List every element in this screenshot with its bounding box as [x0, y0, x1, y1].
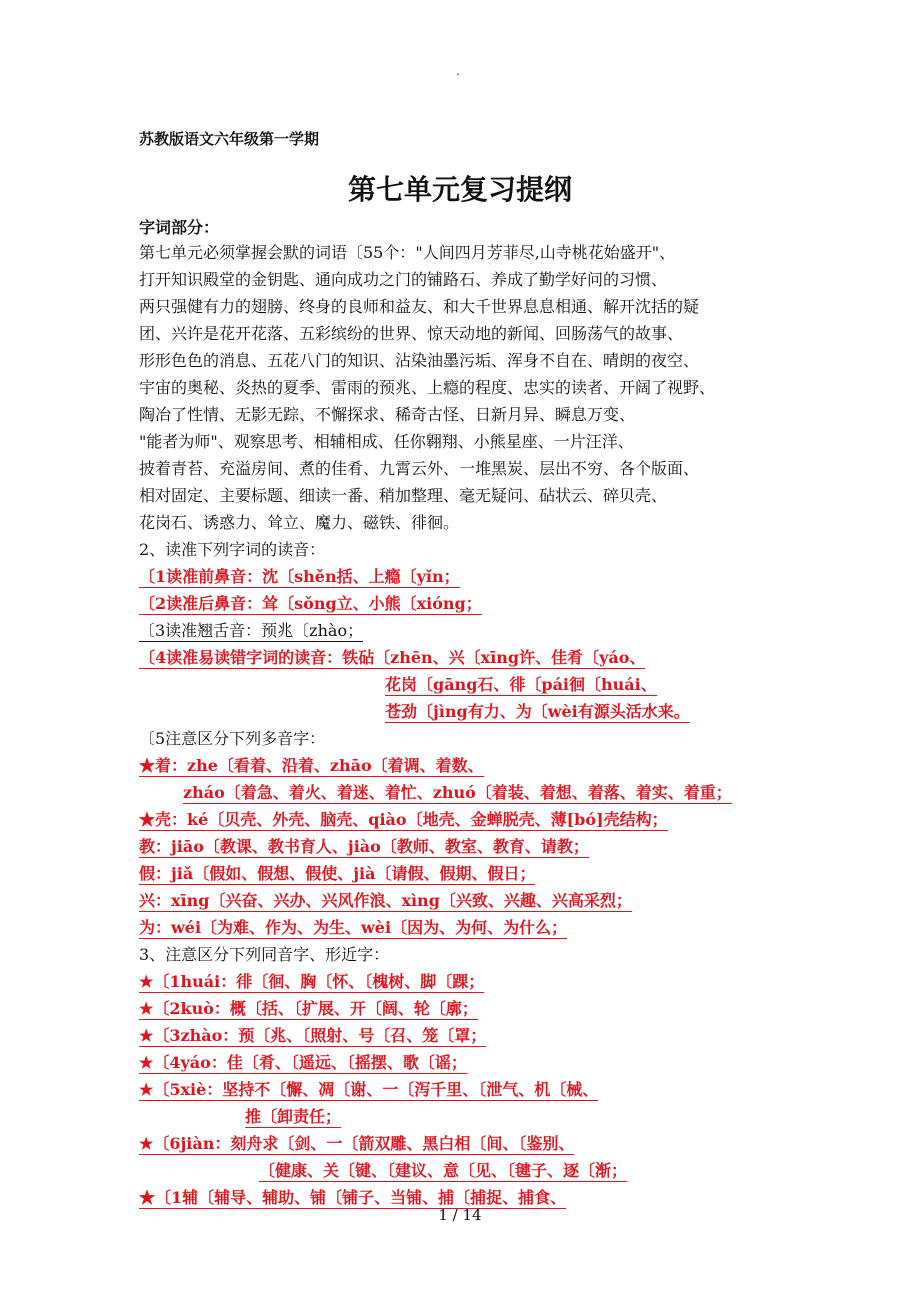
- pronunciation-item: [139, 621, 363, 641]
- homophone-item: [139, 999, 478, 1019]
- polyphone-text: 教：jiāo〔教课、教书育人、jiào〔教师、教室、教育、请教；: [139, 837, 589, 856]
- homophone-text: ★〔6jiàn：刻舟求〔剑、一〔箭双雕、黑白相〔间、〔鉴别、: [139, 1134, 575, 1153]
- polyphone-text: ★着：zhe〔看着、沿着、zhāo〔着调、着数、: [139, 756, 484, 775]
- polyphone-heading: 〔5注意区分下列多音字：: [139, 729, 326, 748]
- homophone-text: 推〔卸责任；: [245, 1107, 342, 1126]
- pronunciation-item-text: 〔4读准易读错字词的读音：铁砧〔zhēn、兴〔xīng许、佳肴〔yáo、: [139, 648, 646, 667]
- vocab-line: 形形色色的消息、五花八门的知识、沾染油墨污垢、浑身不自在、晴朗的夜空、: [139, 351, 700, 370]
- polyphone-item: [139, 918, 567, 938]
- polyphone-item: [139, 756, 484, 776]
- pronunciation-item-text: 花岗〔gāng石、徘〔pái徊〔huái、: [385, 675, 657, 694]
- homophone-heading: 3、注意区分下列同音字、形近字：: [139, 945, 390, 964]
- polyphone-item: [139, 891, 632, 911]
- homophone-item: [139, 1026, 486, 1046]
- pronunciation-item-continued: [385, 702, 690, 722]
- polyphone-item: [139, 837, 589, 857]
- vocab-line: 团、兴许是花开花落、五彩缤纷的世界、惊天动地的新闻、回肠荡气的故事、: [139, 324, 684, 343]
- pronunciation-item: [139, 567, 460, 587]
- homophone-text: ★〔4yáo：佳〔肴、〔遥远、〔摇摆、歌〔谣；: [139, 1053, 467, 1072]
- polyphone-text: 为：wéi〔为难、作为、为生、wèi〔因为、为何、为什么；: [139, 918, 568, 937]
- vocab-line: 第七单元必须掌握会默的词语〔55个："人间四月芳菲尽,山寺桃花始盛开"、: [139, 243, 676, 262]
- homophone-text: 〔健康、关〔键、〔建议、意〔见、〔毽子、逐〔渐；: [259, 1161, 628, 1180]
- homophone-item: [139, 1080, 598, 1100]
- homophone-text: ★〔1辅〔辅导、辅助、铺〔铺子、当铺、捕〔捕捉、捕食、: [139, 1188, 567, 1207]
- pronunciation-item-text: 〔1读准前鼻音：沈〔shěn括、上瘾〔yǐn；: [139, 567, 460, 586]
- homophone-item-continued: [259, 1161, 627, 1181]
- homophone-item: [139, 1053, 467, 1073]
- pronunciation-heading: 2、读准下列字词的读音：: [139, 540, 326, 559]
- homophone-text: ★〔2kuò：概〔括、〔扩展、开〔阔、轮〔廓；: [139, 999, 478, 1018]
- vocab-line: 花岗石、诱惑力、耸立、魔力、磁铁、徘徊。: [139, 513, 460, 532]
- polyphone-item: [139, 810, 668, 830]
- pronunciation-item: [139, 594, 482, 614]
- homophone-text: ★〔5xiè：坚持不〔懈、凋〔谢、一〔泻千里、〔泄气、机〔械、: [139, 1080, 599, 1099]
- homophone-text: ★〔3zhào：预〔兆、〔照射、号〔召、笼〔罩；: [139, 1026, 487, 1045]
- header-dot: .: [456, 64, 460, 78]
- pronunciation-item-text: 苍劲〔jìng有力、为〔wèi有源头活水来。: [385, 702, 690, 721]
- homophone-item: [139, 1134, 574, 1154]
- polyphone-item-continued: [183, 783, 732, 803]
- homophone-item-continued: [245, 1107, 341, 1127]
- section-heading: 字词部分：: [139, 218, 220, 237]
- polyphone-text: 假：jiǎ〔假如、假想、假使、jià〔请假、假期、假日；: [139, 864, 536, 883]
- polyphone-text: 兴：xīng〔兴奋、兴办、兴风作浪、xìng〔兴致、兴趣、兴高采烈；: [139, 891, 632, 910]
- polyphone-text: zháo〔着急、着火、着迷、着忙、zhuó〔着装、着想、着落、着实、着重；: [183, 783, 732, 802]
- pronunciation-item: [139, 648, 645, 668]
- pronunciation-item-continued: [385, 675, 657, 695]
- vocab-line: 披着青苔、充溢房间、煮的佳肴、九霄云外、一堆黑炭、层出不穷、各个版面、: [139, 459, 700, 478]
- homophone-text: ★〔1huái：徘〔徊、胸〔怀、〔槐树、脚〔踝；: [139, 972, 485, 991]
- vocab-line: 两只强健有力的翅膀、终身的良师和益友、和大千世界息息相通、解开沈括的疑: [139, 297, 700, 316]
- polyphone-item: [139, 864, 535, 884]
- document-title: 第七单元复习提纲: [347, 173, 572, 206]
- pronunciation-item-text: 〔2读准后鼻音：耸〔sǒng立、小熊〔xióng；: [139, 594, 482, 613]
- pronunciation-item-text: 〔3读准翘舌音：预兆〔zhào；: [139, 621, 364, 640]
- homophone-item: [139, 972, 484, 992]
- vocab-line: 宇宙的奥秘、炎热的夏季、雷雨的预兆、上瘾的程度、忠实的读者、开阔了视野、: [139, 378, 716, 397]
- vocab-line: 打开知识殿堂的金钥匙、通向成功之门的铺路石、养成了勤学好问的习惯、: [139, 270, 668, 289]
- vocab-line: "能者为师"、观察思考、相辅相成、任你翱翔、小熊星座、一片汪洋、: [139, 432, 634, 451]
- vocab-line: 陶冶了性情、无影无踪、不懈探求、稀奇古怪、日新月异、瞬息万变、: [139, 405, 636, 424]
- homophone-item: [139, 1188, 566, 1208]
- document-subtitle: 苏教版语文六年级第一学期: [139, 130, 320, 148]
- page-number: 1 / 14: [438, 1206, 482, 1224]
- vocab-line: 相对固定、主要标题、细读一番、稍加整理、毫无疑问、砧状云、碎贝壳、: [139, 486, 668, 505]
- polyphone-text: ★壳：ké〔贝壳、外壳、脑壳、qiào〔地壳、金蝉脱壳、薄[bó]壳结构；: [139, 810, 668, 829]
